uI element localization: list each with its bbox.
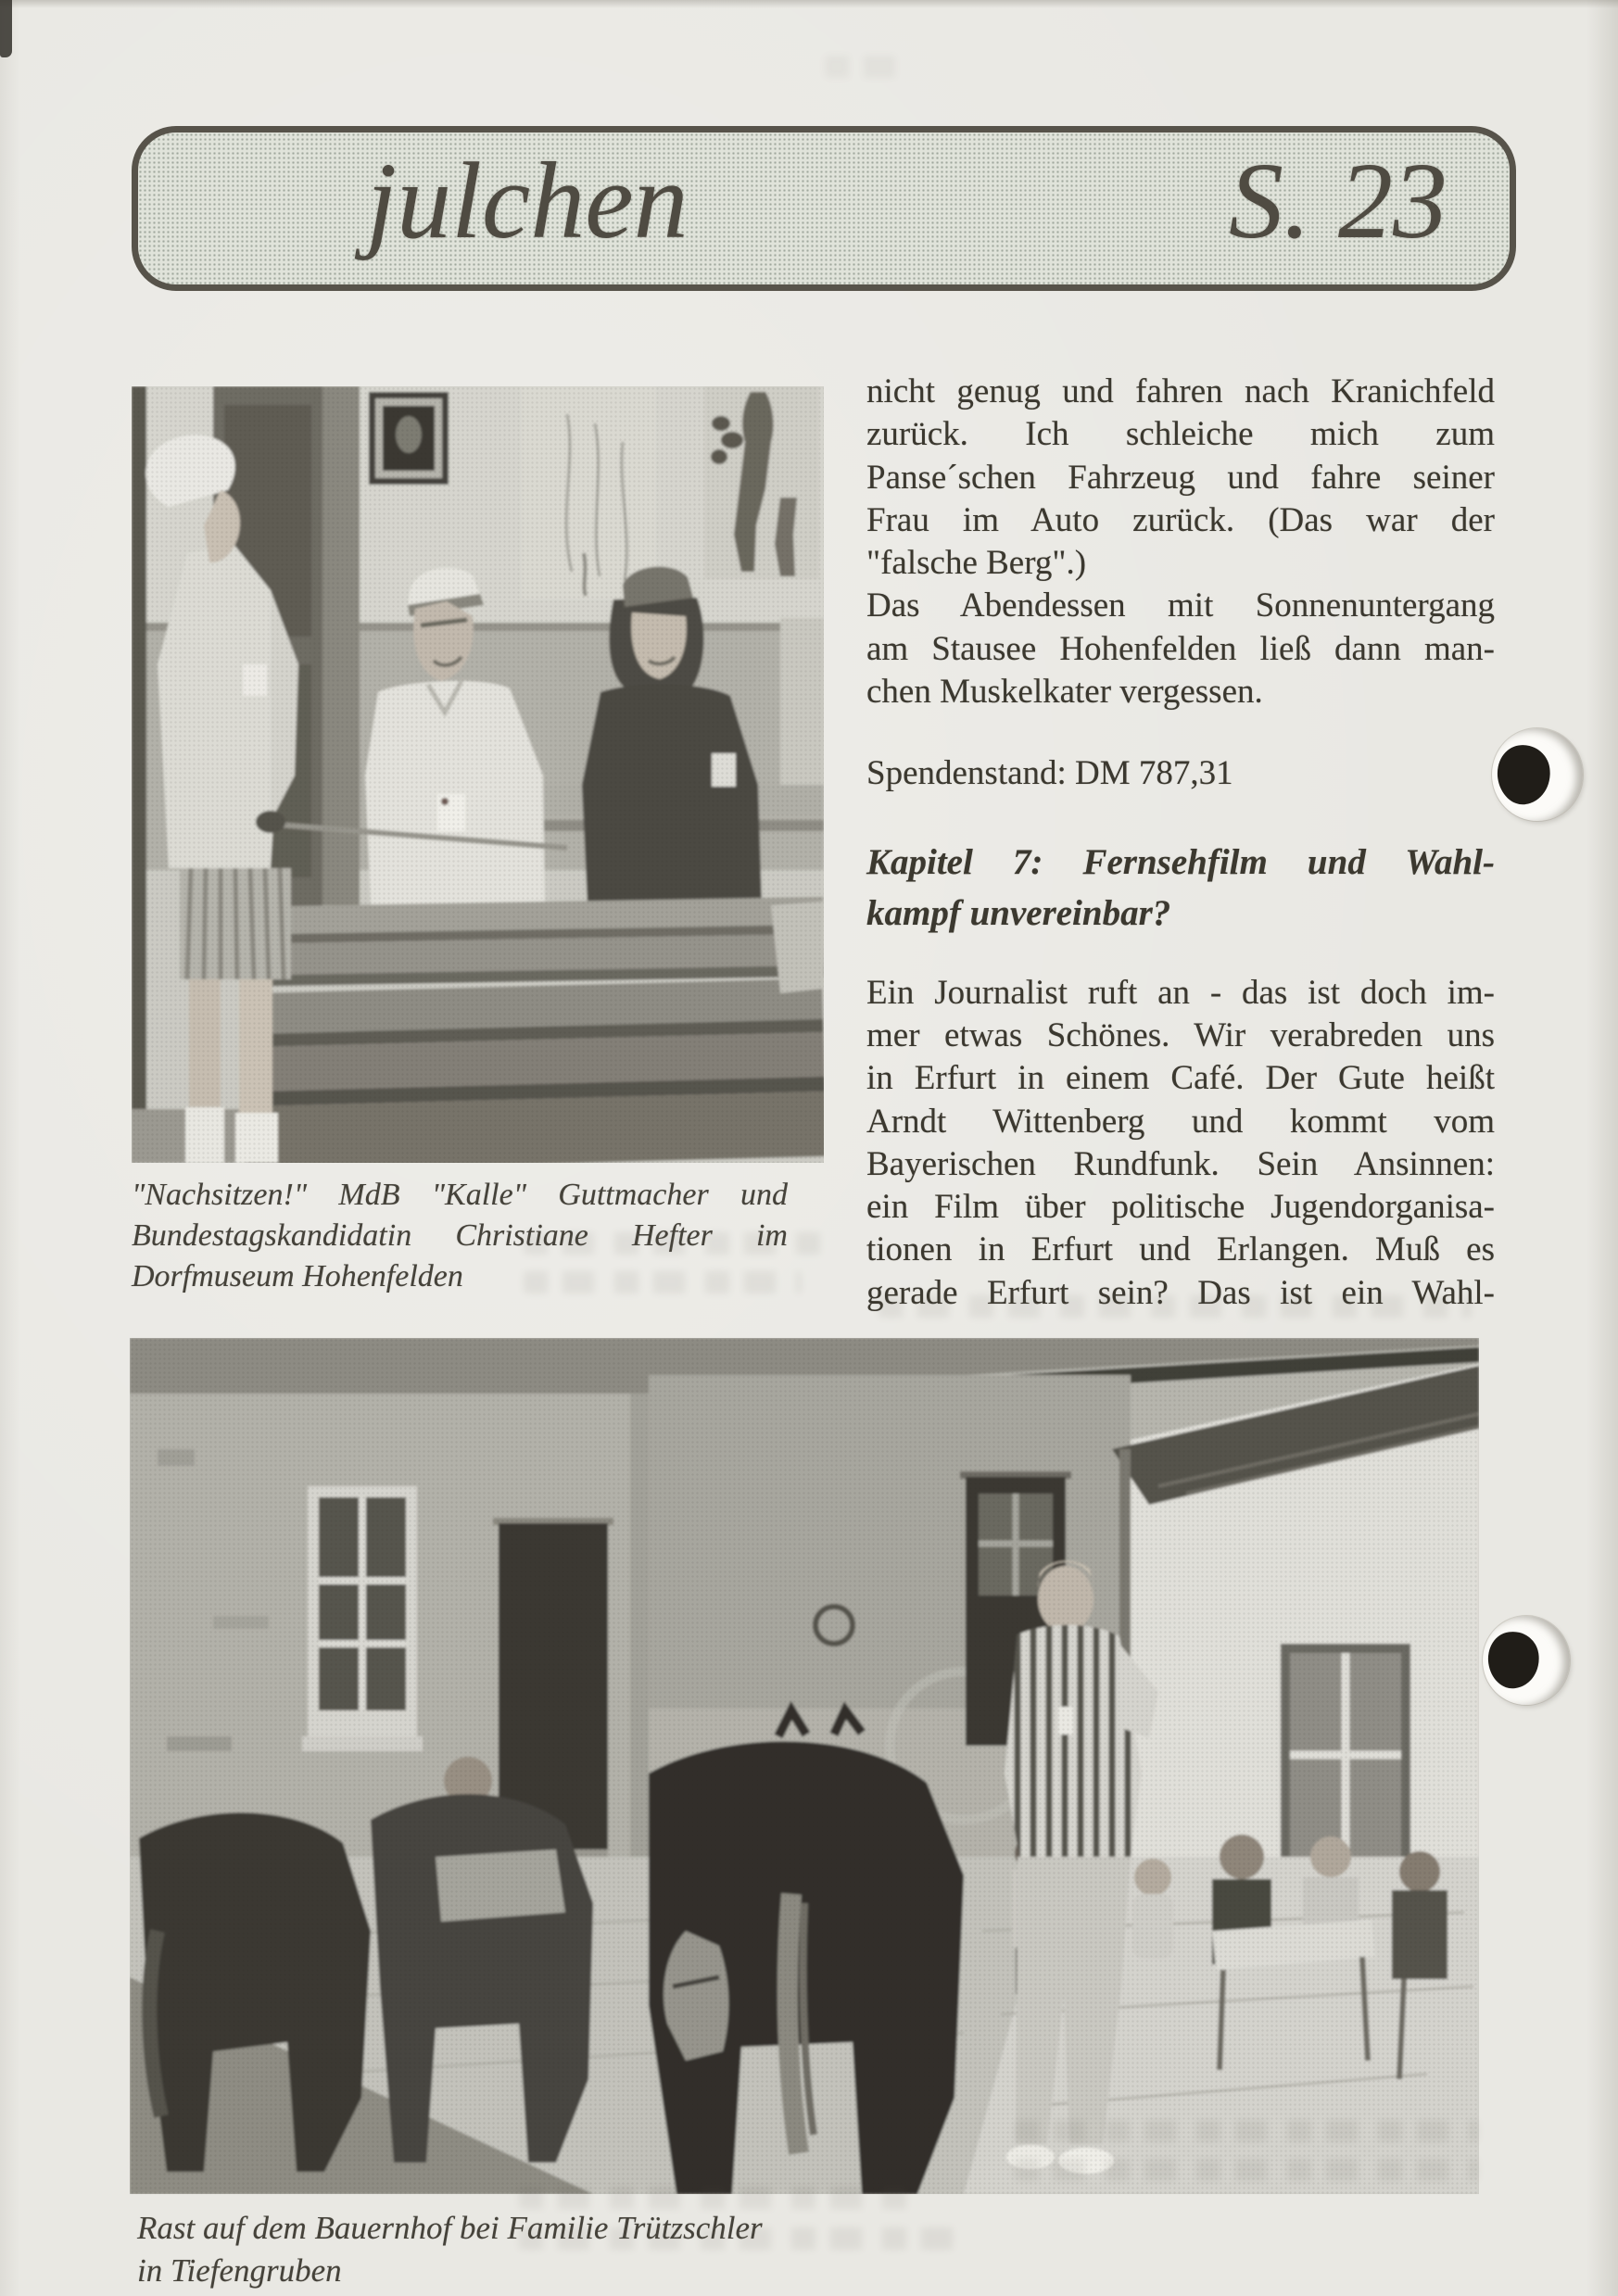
- bleedthrough-artifact: [524, 1271, 802, 1293]
- bleedthrough-artifact: [1015, 2120, 1478, 2142]
- stone-building: [130, 1394, 649, 1875]
- text-line: tionen in Erfurt und Erlangen. Muß es: [866, 1230, 1495, 1269]
- photo-bauernhof-illustration: [130, 1338, 1479, 2194]
- chapter-heading: [866, 837, 1495, 939]
- text-line: Spendenstand: DM 787,31: [866, 754, 1233, 793]
- photo-bauernhof-caption: [137, 2207, 897, 2292]
- text-line: mer etwas Schönes. Wir verabreden uns: [866, 1016, 1495, 1054]
- text-line: Bundestagskandidatin Christiane Hefter im: [132, 1218, 788, 1253]
- photo-dorfmuseum: [132, 386, 824, 1163]
- paragraph: [866, 371, 1495, 585]
- donation-status-line: [866, 752, 1495, 795]
- text-line: Kapitel 7: Fernsehfilm und Wahl-: [866, 841, 1495, 882]
- bleedthrough-artifact: [519, 2227, 964, 2250]
- binding-mark: [0, 0, 12, 57]
- article-column: [866, 371, 1495, 1315]
- hole-punch-shadow: [1494, 741, 1554, 807]
- paragraph: [866, 585, 1495, 713]
- text-line: zurück. Ich schleiche mich zum: [866, 415, 1495, 454]
- hole-punch-top: [1492, 728, 1583, 821]
- framed-portrait: [369, 392, 449, 485]
- text-line: "Nachsitzen!" MdB "Kalle" Guttmacher und: [132, 1178, 788, 1212]
- newsletter-title: julchen: [366, 139, 689, 261]
- text-line: Frau im Auto zurück. (Das war der: [866, 500, 1495, 539]
- masthead: [132, 126, 1516, 291]
- text-line: am Stausee Hohenfelden ließ dann man-: [866, 629, 1495, 668]
- text-line: ein Film über politische Jugendorganisa-: [866, 1188, 1495, 1227]
- page-number: S. 23: [1229, 139, 1447, 261]
- text-line: Rast auf dem Bauernhof bei Familie Trützschler: [137, 2210, 763, 2246]
- text-line: in Erfurt in einem Café. Der Gute heißt: [866, 1059, 1495, 1098]
- text-line: nicht genug und fahren nach Kranichfeld: [866, 372, 1495, 410]
- text-line: in Tiefengruben: [137, 2252, 342, 2289]
- bleedthrough-artifact: [879, 1295, 1472, 1318]
- text-line: kampf unvereinbar?: [866, 892, 1171, 933]
- text-line: gerade Erfurt sein? Das ist ein Wahl-: [866, 1273, 1495, 1312]
- photo-dorfmuseum-illustration: [132, 386, 824, 1163]
- text-line: Ein Journalist ruft an - das ist doch im-: [866, 973, 1495, 1012]
- anatomy-poster: [704, 386, 819, 579]
- bleedthrough-artifact: [524, 1232, 829, 1255]
- bleedthrough-artifact: [519, 2187, 917, 2209]
- bleedthrough-artifact: [825, 56, 908, 78]
- bleedthrough-artifact: [1015, 2159, 1478, 2181]
- hole-punch-shadow: [1485, 1629, 1543, 1692]
- paragraph: [866, 972, 1495, 1315]
- text-line: Das Abendessen mit Sonnenuntergang: [866, 587, 1495, 625]
- text-line: Arndt Wittenberg und kommt vom: [866, 1102, 1495, 1141]
- text-line: chen Muskelkater vergessen.: [866, 673, 1263, 712]
- text-line: "falsche Berg".): [866, 544, 1087, 583]
- text-line: Panse´schen Fahrzeug und fahre seiner: [866, 458, 1495, 497]
- text-line: Dorfmuseum Hohenfelden: [132, 1259, 463, 1293]
- photo-bauernhof: [130, 1338, 1479, 2194]
- text-line: Bayerischen Rundfunk. Sein Ansinnen:: [866, 1144, 1495, 1183]
- wall-chart: [521, 386, 656, 599]
- hole-punch-bottom: [1483, 1616, 1570, 1705]
